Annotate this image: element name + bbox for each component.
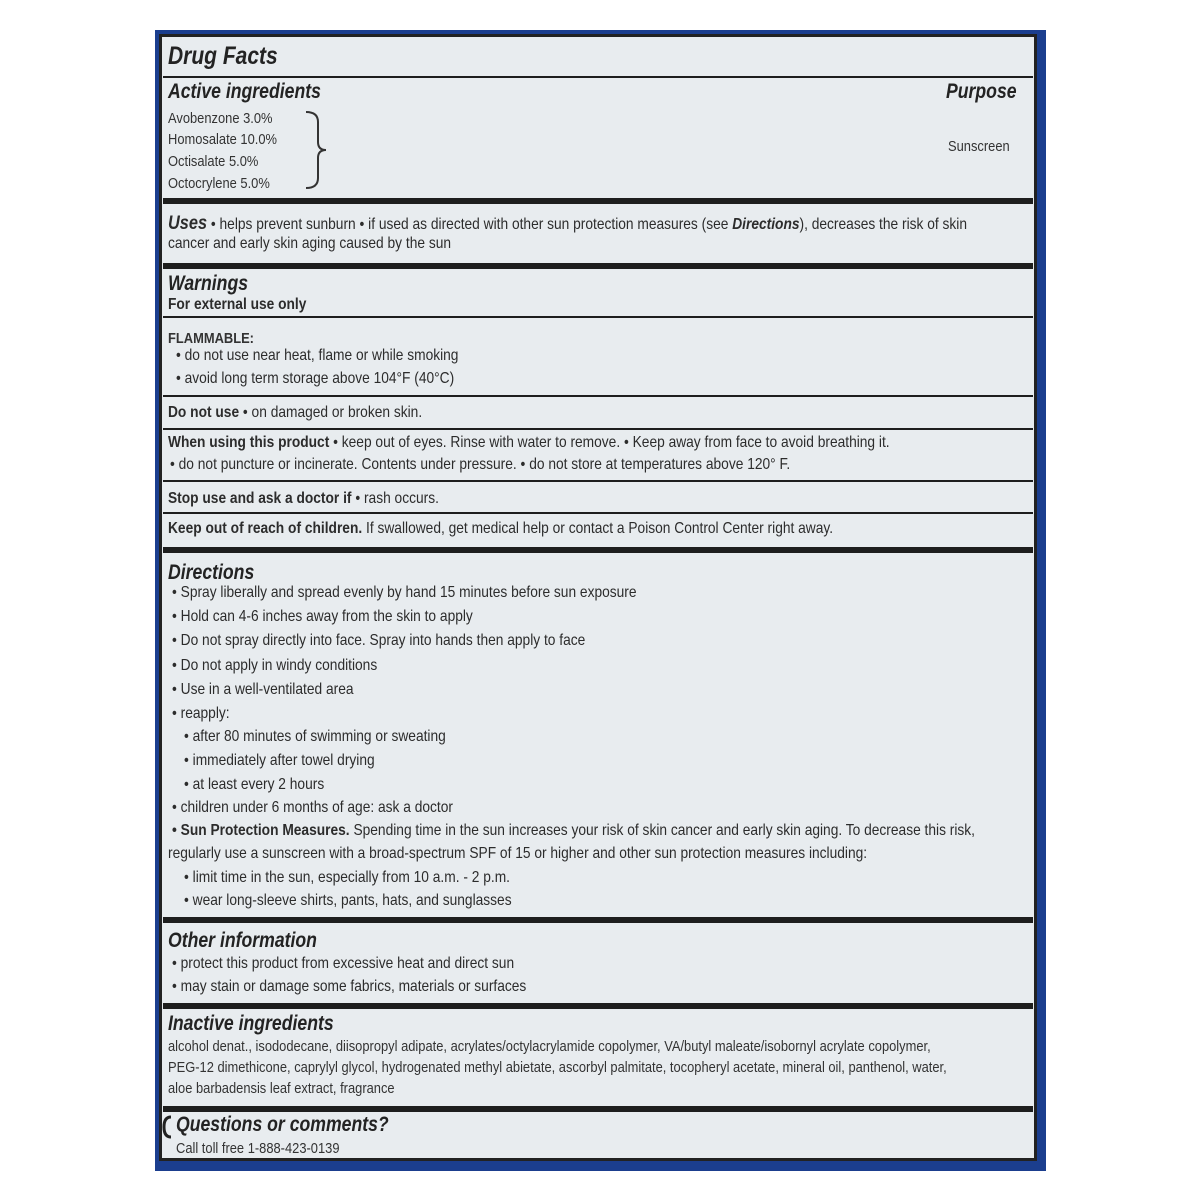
when-using-text: • keep out of eyes. Rinse with water to remove. • Keep away from face to avoid breathing it. bbox=[329, 434, 890, 451]
flammable-heading: FLAMMABLE: bbox=[168, 330, 254, 347]
directions-item: • Use in a well-ventilated area bbox=[172, 681, 354, 698]
reapply-item: • immediately after towel drying bbox=[184, 752, 375, 769]
directions-item: • Hold can 4-6 inches away from the skin to apply bbox=[172, 608, 473, 625]
purpose-heading: Purpose bbox=[946, 80, 1017, 103]
sun-protection-line-2: regularly use a sunscreen with a broad-spectrum SPF of 15 or higher and other sun protection measures including: bbox=[168, 845, 868, 862]
warnings-heading: Warnings bbox=[168, 272, 249, 295]
uses-text: • helps prevent sunburn • if used as directed with other sun protection measures (see bbox=[210, 216, 729, 233]
directions-reference: Directions bbox=[732, 216, 800, 233]
active-ingredient: Octisalate 5.0% bbox=[168, 153, 259, 170]
when-using-line-1 bbox=[168, 434, 890, 452]
drug-facts-title: Drug Facts bbox=[168, 42, 278, 70]
do-not-use-label: Do not use bbox=[168, 404, 240, 421]
stop-use-text: • rash occurs. bbox=[351, 490, 439, 507]
stop-use-label: Stop use and ask a doctor if bbox=[168, 490, 352, 507]
stop-use-line bbox=[168, 490, 439, 508]
uses-line-1 bbox=[168, 213, 967, 235]
uses-heading: Uses bbox=[168, 213, 208, 234]
directions-item: • Do not spray directly into face. Spray into hands then apply to face bbox=[172, 632, 586, 649]
do-not-use-line bbox=[168, 404, 422, 422]
brace-icon bbox=[302, 110, 328, 190]
external-use-text: For external use only bbox=[168, 296, 307, 313]
sun-protection-text: Spending time in the sun increases your risk of skin cancer and early skin aging. To decrease this risk, bbox=[349, 822, 976, 839]
title-divider bbox=[163, 76, 1033, 78]
inactive-ingredients-heading: Inactive ingredients bbox=[168, 1012, 334, 1035]
corner-bracket-icon bbox=[161, 1115, 173, 1139]
reapply-item: • after 80 minutes of swimming or sweating bbox=[184, 728, 446, 745]
flammable-item: • do not use near heat, flame or while smoking bbox=[176, 347, 459, 364]
warnings-divider bbox=[163, 316, 1033, 318]
keep-out-text: If swallowed, get medical help or contact a Poison Control Center right away. bbox=[362, 520, 834, 537]
section-divider bbox=[163, 263, 1033, 269]
other-information-item: • protect this product from excessive heat and direct sun bbox=[172, 955, 515, 972]
warnings-divider bbox=[163, 428, 1033, 430]
active-ingredients-heading: Active ingredients bbox=[168, 80, 321, 103]
active-ingredient: Avobenzone 3.0% bbox=[168, 110, 273, 127]
sun-protection-item: • wear long-sleeve shirts, pants, hats, and sunglasses bbox=[184, 892, 512, 909]
when-using-label: When using this product bbox=[168, 434, 330, 451]
active-ingredient: Homosalate 10.0% bbox=[168, 131, 278, 148]
directions-item: • reapply: bbox=[172, 705, 230, 722]
other-information-heading: Other information bbox=[168, 929, 317, 952]
reapply-item: • at least every 2 hours bbox=[184, 776, 325, 793]
directions-item: • Spray liberally and spread evenly by hand 15 minutes before sun exposure bbox=[172, 584, 637, 601]
sun-protection-label: • Sun Protection Measures. bbox=[172, 822, 350, 839]
sun-protection-line-1 bbox=[172, 822, 975, 840]
inactive-ingredients-line: PEG-12 dimethicone, caprylyl glycol, hydrogenated methyl abietate, ascorbyl palmitate, tocopheryl acetate, mineral oil, panthenol, water, bbox=[168, 1059, 947, 1076]
warnings-divider bbox=[163, 395, 1033, 397]
uses-line-2: cancer and early skin aging caused by the sun bbox=[168, 235, 452, 252]
section-divider bbox=[163, 1106, 1033, 1112]
directions-item: • Do not apply in windy conditions bbox=[172, 657, 378, 674]
when-using-line-2: • do not puncture or incinerate. Contents under pressure. • do not store at temperatures above 120° F. bbox=[170, 456, 791, 473]
section-divider bbox=[163, 547, 1033, 553]
section-divider bbox=[163, 198, 1033, 204]
phone-number: Call toll free 1-888-423-0139 bbox=[176, 1140, 340, 1157]
active-ingredient: Octocrylene 5.0% bbox=[168, 175, 270, 192]
section-divider bbox=[163, 917, 1033, 923]
keep-out-line bbox=[168, 520, 833, 538]
purpose-text: Sunscreen bbox=[948, 138, 1010, 155]
section-divider bbox=[163, 1003, 1033, 1009]
uses-text-end: ), decreases the risk of skin bbox=[799, 216, 968, 233]
do-not-use-text: • on damaged or broken skin. bbox=[239, 404, 423, 421]
inactive-ingredients-line: aloe barbadensis leaf extract, fragrance bbox=[168, 1080, 395, 1097]
directions-heading: Directions bbox=[168, 561, 255, 584]
warnings-divider bbox=[163, 480, 1033, 482]
keep-out-label: Keep out of reach of children. bbox=[168, 520, 363, 537]
children-item: • children under 6 months of age: ask a doctor bbox=[172, 799, 453, 816]
inactive-ingredients-line: alcohol denat., isododecane, diisopropyl adipate, acrylates/octylacrylamide copolymer, VA/butyl maleate/isobornyl acrylate copolymer, bbox=[168, 1038, 931, 1055]
flammable-item: • avoid long term storage above 104°F (40°C) bbox=[176, 370, 455, 387]
other-information-item: • may stain or damage some fabrics, materials or surfaces bbox=[172, 978, 527, 995]
warnings-divider bbox=[163, 512, 1033, 514]
sun-protection-item: • limit time in the sun, especially from 10 a.m. - 2 p.m. bbox=[184, 869, 510, 886]
questions-heading: Questions or comments? bbox=[176, 1113, 389, 1136]
